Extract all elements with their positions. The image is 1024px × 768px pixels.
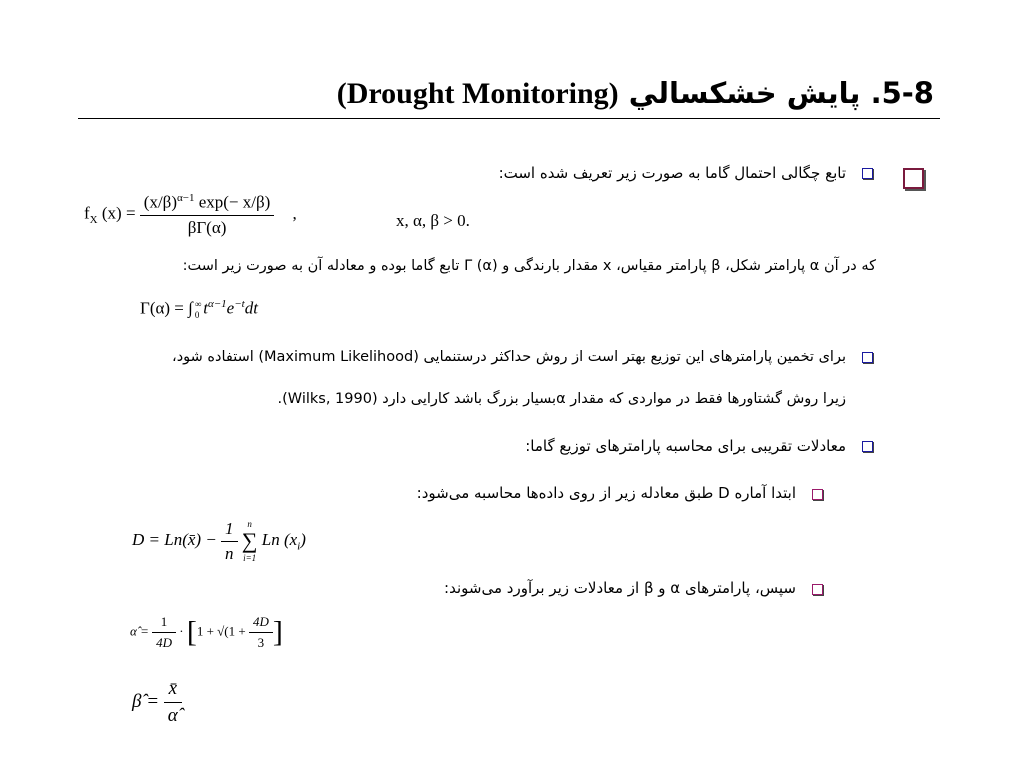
bullet-maximum-likelihood-line2: زیرا روش گشتاورها فقط در مواردی که مقدار αبسیار بزرگ باشد کارایی دارد (Wilks, 1990).	[277, 391, 846, 407]
equation-gamma-function: Γ(α) = ∫ ∞ 0 $t^{\alpha-1}e^{-t}dt$	[140, 298, 258, 320]
pdf-fraction: $\frac{(x/\beta)^{\alpha-1} \exp(- x/\beta)}{\beta\Gamma(\alpha)}$	[140, 192, 275, 238]
equation-beta-hat: β̂ = $\frac{x̄}{\alphâ}$	[132, 678, 182, 727]
bullet-icon	[862, 352, 873, 363]
bullet-icon	[862, 441, 873, 452]
bullet-maximum-likelihood-line1: برای تخمین پارامترهای این توزیع بهتر است از روش حداکثر درستنمایی (Maximum Likelihood) استفاده شود،	[172, 349, 846, 365]
bullet-gamma-pdf: تابع چگالی احتمال گاما به صورت زیر تعریف شده است:	[498, 164, 846, 182]
bullet-icon	[862, 168, 873, 179]
bullet-approx-equations: معادلات تقریبی برای محاسبه پارامترهای توزیع گاما:	[525, 437, 846, 455]
parameter-description: که در آن α پارامتر شکل، β پارامتر مقیاس، x مقدار بارندگی و Γ (α) تابع گاما بوده و معادله آن به صورت زیر است:	[182, 258, 876, 274]
title-divider	[78, 118, 940, 119]
sub-bullet-icon	[812, 489, 823, 500]
title-english: (Drought Monitoring)	[336, 77, 619, 110]
equation-condition: x, α, β > 0.	[396, 211, 470, 230]
equation-gamma-pdf: $f_X$ (x) = $\frac{(x/\beta)^{\alpha-1} \exp(- x/\beta)}{\beta\Gamma(\alpha)}$ ,	[84, 192, 297, 237]
sub-bullet-icon	[812, 584, 823, 595]
section-bullet-icon	[903, 168, 924, 189]
title-persian: پایش خشکسالي	[628, 76, 861, 110]
title-number: 5-8.	[870, 76, 934, 110]
equation-alpha-hat: α̂ = $\frac{1}{4D}$ · [1 + √(1 + $\frac{4D}{3}$ ]	[130, 614, 283, 650]
equation-statistic-d: D = Ln(x̄) − $\frac{1}{n}$ n ∑ i=1 Ln $(x_i)$	[132, 518, 306, 563]
slide-title	[337, 76, 934, 111]
sub-bullet-statistic-d: ابتدا آماره D طبق معادله زیر از روی داده‌ها محاسبه می‌شود:	[416, 484, 796, 502]
sub-bullet-alpha-beta: سپس، پارامترهای α و β از معادلات زیر برآورد می‌شوند:	[444, 579, 796, 597]
